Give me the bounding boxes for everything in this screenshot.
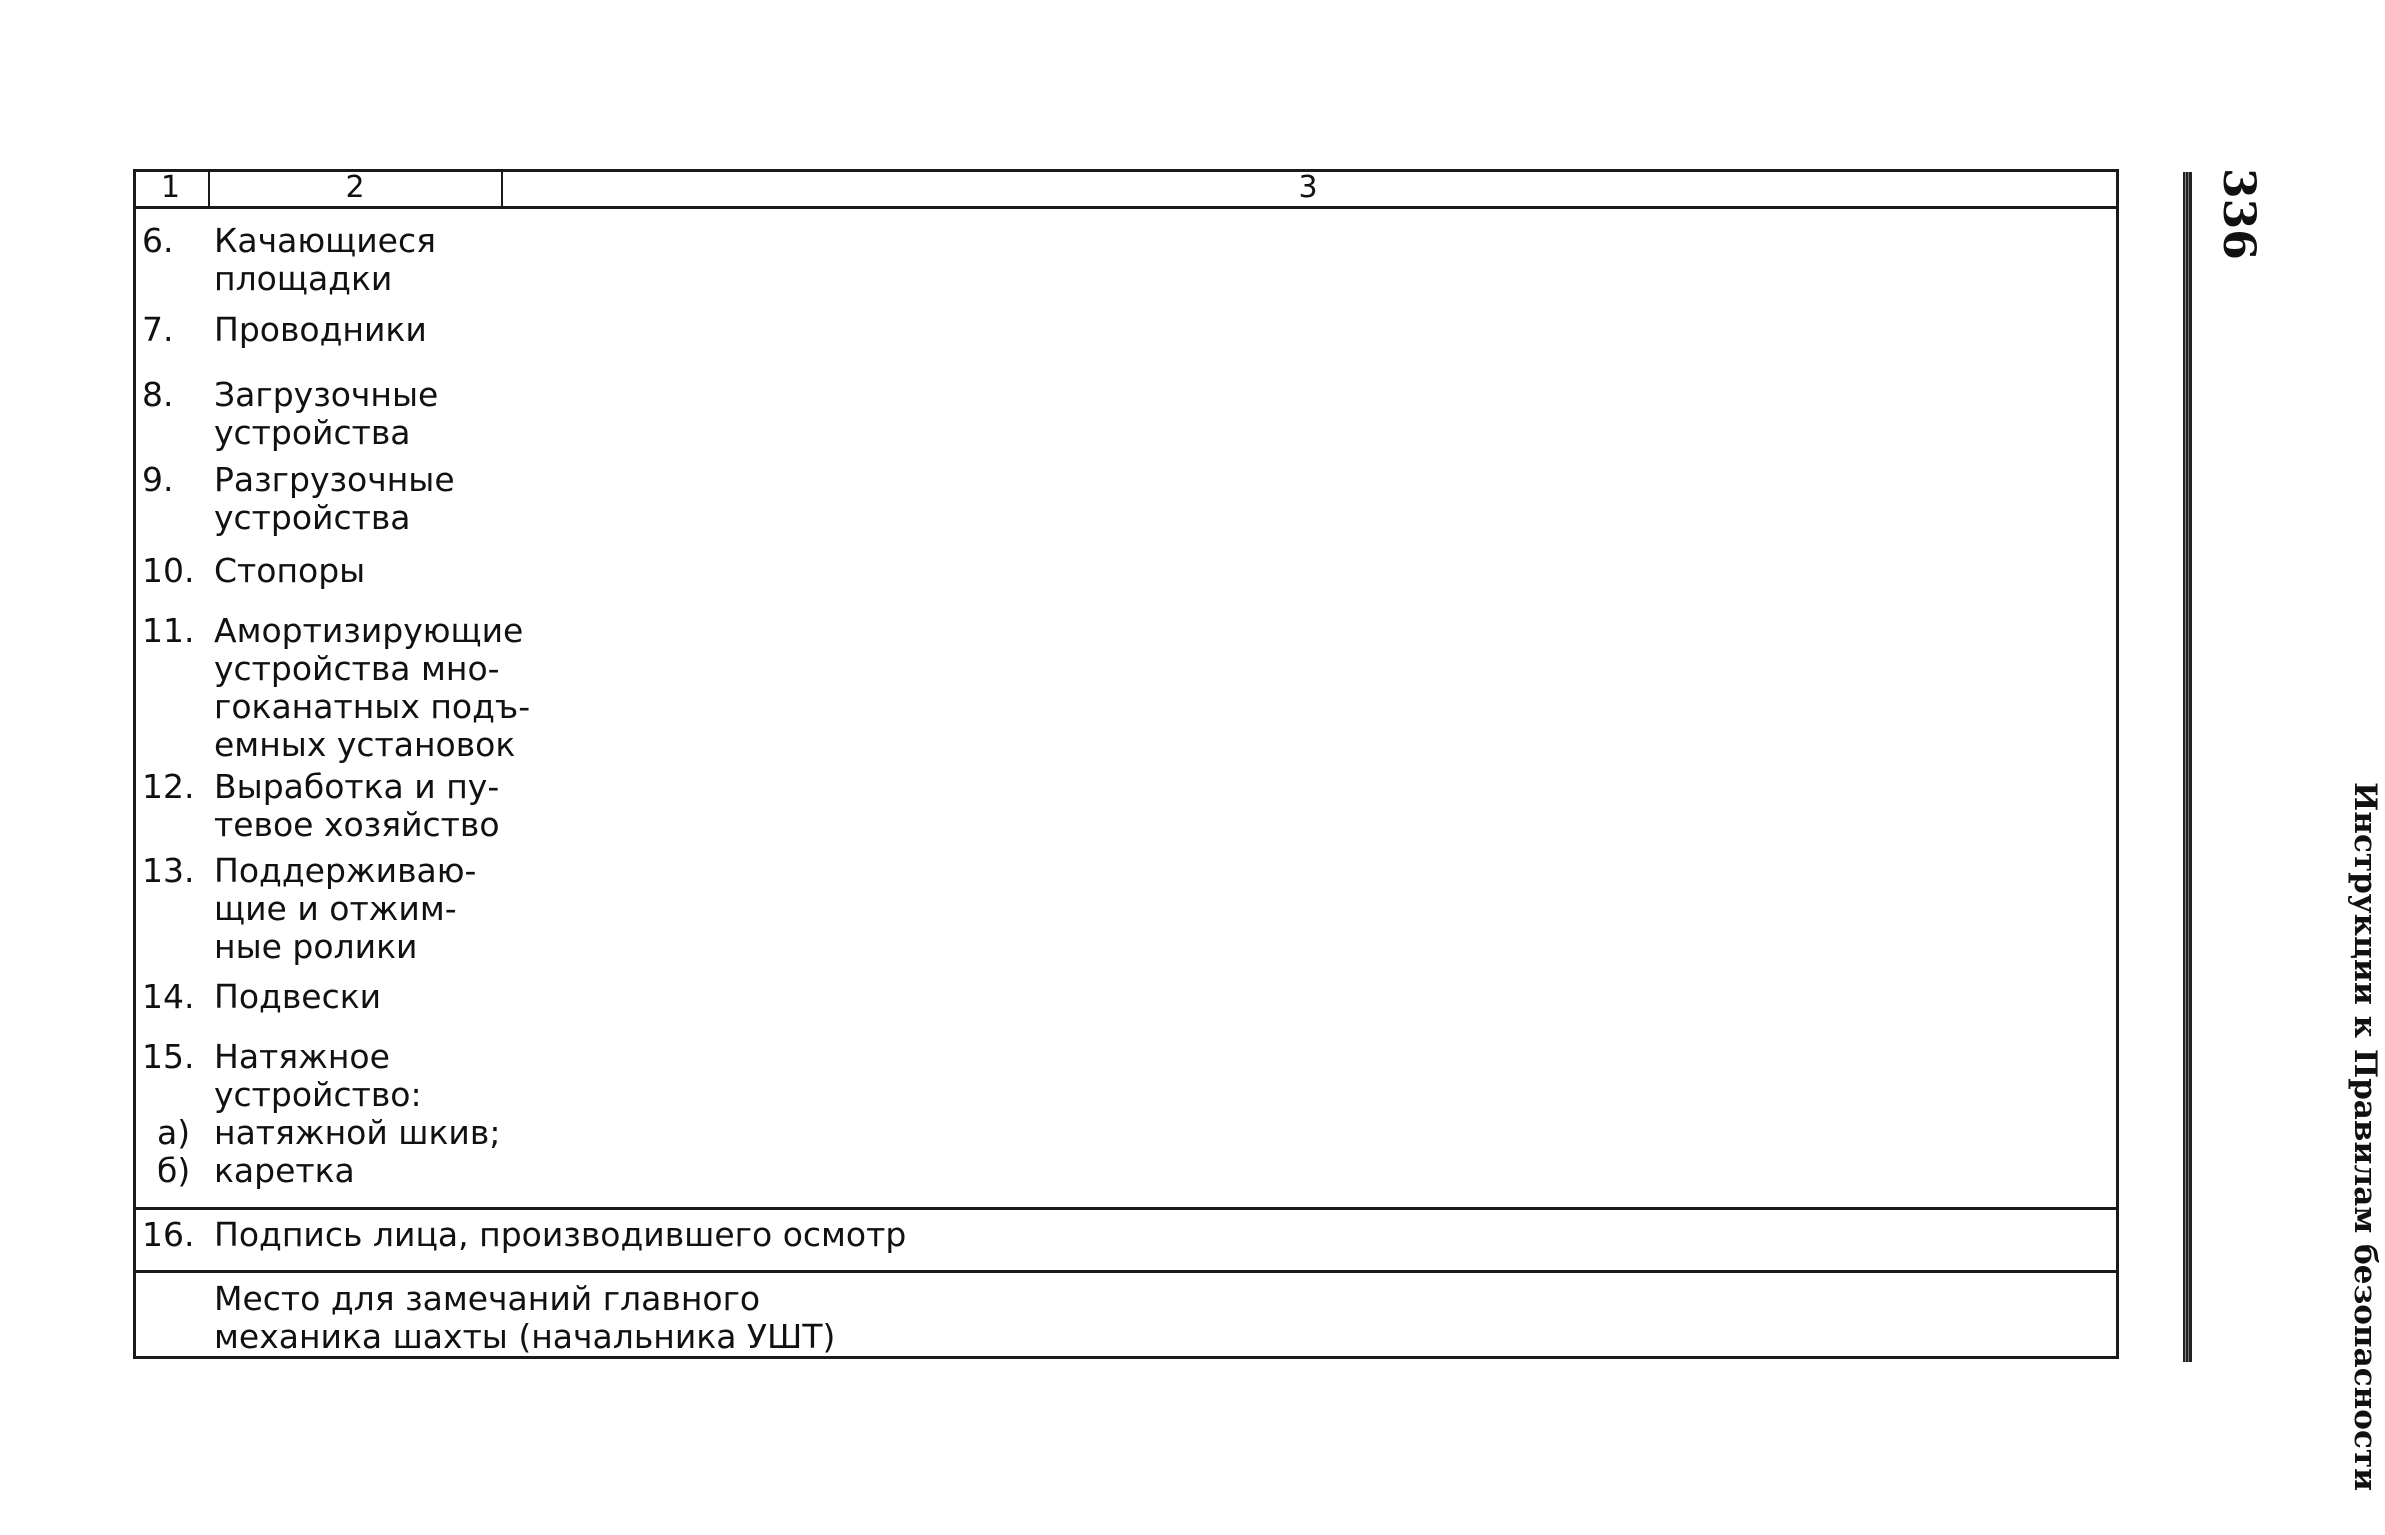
item-text: Подвески bbox=[214, 977, 382, 1016]
row-divider bbox=[133, 1270, 2119, 1273]
table-header-row bbox=[133, 169, 2119, 209]
item-number: 16. bbox=[142, 1215, 195, 1254]
item-text: Амортизирующие устройства мно- гоканатных подъ- емных установок bbox=[214, 611, 531, 764]
item-number: 6. bbox=[142, 221, 174, 260]
item-text: Выработка и пу- тевое хозяйство bbox=[214, 767, 500, 844]
item-number: 7. bbox=[142, 310, 174, 349]
item-number: 10. bbox=[142, 551, 195, 590]
item-text: Разгрузочные устройства bbox=[214, 460, 455, 537]
item-number: 13. bbox=[142, 851, 195, 890]
item-number: 15. bbox=[142, 1037, 195, 1076]
sub-item-label: а) bbox=[157, 1113, 191, 1152]
signature-label: Подпись лица, производившего осмотр bbox=[214, 1215, 907, 1254]
page-number: 336 bbox=[2213, 168, 2264, 260]
header-col-1: 1 bbox=[160, 170, 181, 205]
item-text: Качающиеся площадки bbox=[214, 221, 436, 298]
item-text: Поддерживаю- щие и отжим- ные ролики bbox=[214, 851, 477, 966]
item-text: Натяжное устройство: bbox=[214, 1037, 422, 1114]
item-number: 11. bbox=[142, 611, 195, 650]
row-divider bbox=[133, 1207, 2119, 1210]
item-number: 12. bbox=[142, 767, 195, 806]
inspection-table bbox=[133, 169, 2119, 1359]
spine-rule bbox=[2183, 172, 2192, 1362]
sub-item-text: каретка bbox=[214, 1151, 355, 1190]
item-number: 8. bbox=[142, 375, 174, 414]
header-col-2: 2 bbox=[345, 170, 365, 205]
item-text: Проводники bbox=[214, 310, 427, 349]
header-divider-1 bbox=[208, 169, 210, 209]
item-number: 14. bbox=[142, 977, 195, 1016]
item-number: 9. bbox=[142, 460, 174, 499]
sub-item-text: натяжной шкив; bbox=[214, 1113, 501, 1152]
header-col-3: 3 bbox=[1298, 170, 1318, 205]
item-text: Загрузочные устройства bbox=[214, 375, 439, 452]
remarks-label: Место для замечаний главного механика шахты (начальника УШТ) bbox=[214, 1279, 836, 1356]
header-divider-2 bbox=[501, 169, 503, 209]
running-title: Инструкции к Правилам безопасности bbox=[2347, 782, 2383, 1492]
sub-item-label: б) bbox=[157, 1151, 191, 1190]
item-text: Стопоры bbox=[214, 551, 366, 590]
